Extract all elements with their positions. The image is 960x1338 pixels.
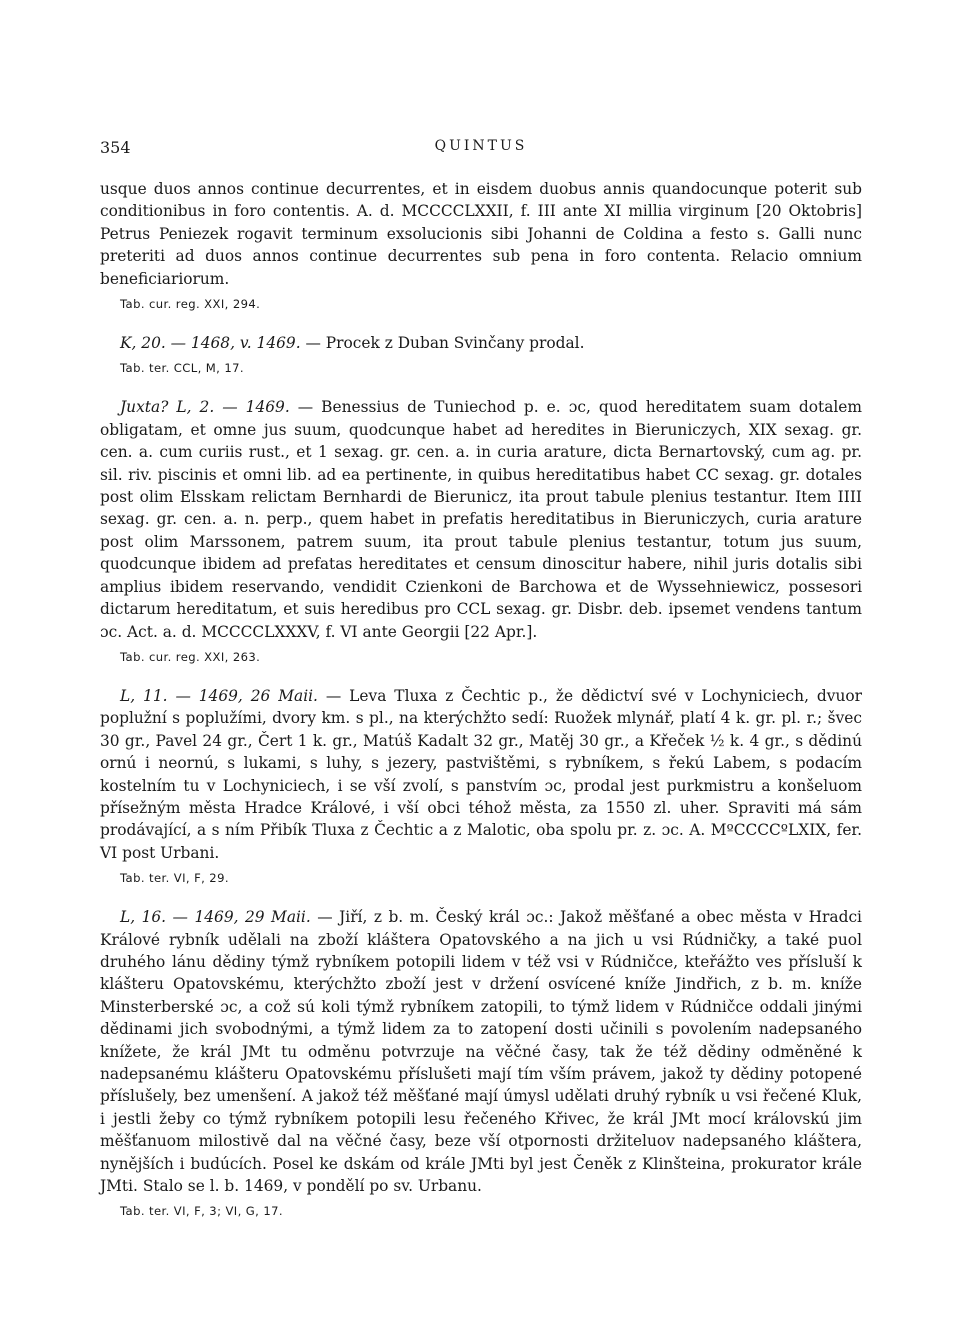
running-title: QUINTUS bbox=[434, 138, 528, 154]
source-reference: Tab. cur. reg. XXI, 263. bbox=[120, 649, 261, 664]
entry-paragraph bbox=[100, 906, 862, 1197]
entry-signature: Juxta? L, 2. — 1469. bbox=[120, 398, 290, 417]
entry-text: — Procek z Duban Svinčany prodal. bbox=[300, 334, 585, 353]
page-content bbox=[100, 178, 862, 1219]
entry-paragraph bbox=[100, 685, 862, 864]
entry-text: — Benessius de Tuniechod p. e. ɔc, quod hereditatem suam dotalem obligatam, et omne jus suum, quodcunque habet ad heredites in Bieruniczych, XIX sexag. gr. cen. a. cum curiis rust., et 1 sexag. gr. cen. a. in curia arature, dicta Bernartovský, cum ag. pr. sil. riv. piscinis et omni lib. ad ea pertinente, in quibus hereditatibus habet CC sexag. gr. dotales post olim Elsskam relictam Bernhardi de Bierunicz, ita prout tabule plenius testantur. Item IIII sexag. gr. cen. a. n. perp., quem habet in prefatis hereditatibus in Bieruniczych, curia arature post olim Marssonem, patrem suum, ita prout tabule plenius testantur, totum jus suum, quodcunque ibidem ad prefatas hereditates et censum dinoscitur habere, nihil juris dotalis sibi amplius ibidem reservando, vendidit Czienkoni de Barchowa et de Wyssehniewicz, possesori dictarum hereditatum, et suis heredibus pro CCL sexag. gr. Disbr. deb. ipsemet vendens tantum ɔc. Act. a. d. MCCCCLXXXV, f. VI ante Georgii [22 Apr.]. bbox=[100, 398, 862, 641]
source-reference: Tab. ter. CCL, M, 17. bbox=[120, 361, 244, 376]
entry-signature: L, 11. — 1469, 26 Maii. bbox=[120, 686, 318, 705]
entry-signature: L, 16. — 1469, 29 Maii. bbox=[120, 908, 311, 927]
page-number: 354 bbox=[100, 138, 131, 157]
entry-text: usque duos annos continue decurrentes, et in eisdem duobus annis quandocunque poterit sub conditionibus in foro contentis. A. d. MCCCCLXXII, f. III ante XI millia virginum [20 Oktobris] Petrus Peniezek rogavit terminum exsolucionis sibi Johanni de Coldina a festo s. Galli nunc preteriti ad duos annos continue decurrentes sub pena in foro contenta. Relacio omnium beneficiariorum. bbox=[100, 180, 862, 288]
source-reference: Tab. ter. VI, F, 3; VI, G, 17. bbox=[120, 1204, 283, 1219]
entry-signature: K, 20. — 1468, v. 1469. bbox=[120, 334, 301, 353]
entry-paragraph bbox=[100, 396, 862, 642]
document-page bbox=[100, 0, 862, 1338]
page-header bbox=[100, 138, 862, 162]
entry-text: — Leva Tluxa z Čechtic p., že dědictví své v Lochyniciech, dvuor poplužní s poplužími, dvory km. s pl., na kterýchžto sedí: Ruožek mlynář, platí 4 k. gr. pl. r.; švec 30 gr., Pavel 24 gr., Čert 1 k. gr., Matúš Kadalt 32 gr., Matěj 30 gr., a Křeček ½ k. 4 gr., s dědinú ornú i neornú, s lukami, s luhy, s jezery, pastvištěmi, s rybníkem, s řekú Labem, s podacím kostelním tu v Lochyniciech, i se vší zvolí, s panstvím ɔc, prodal jest purkmistru a konšeluom přísežným města Hradce Králové, i vší obci téhož města, za 1550 zl. uher. Spraviti má sám prodávající, a s ním Přibík Tluxa z Čechtic a z Malotic, oba spolu pr. z. ɔc. A. MºCCCCºLXIX, fer. VI post Urbani. bbox=[100, 686, 862, 862]
entry-paragraph bbox=[100, 332, 862, 354]
source-reference: Tab. ter. VI, F, 29. bbox=[120, 871, 229, 886]
entry-text: — Jiří, z b. m. Český král ɔc.: Jakož měšťané a obec města v Hradci Králové rybník udělali na zboží kláštera Opatovského a na jich u vsi Rúdničky, a také puol druhého lánu dědiny týmž rybníkem potopili lidem v též vsi v Rúdničce, kteřážto ves přísluší k klášteru Opatovskému, kterýchžto zboží jest v držení osvícené kníže Jindřich, z b. m. kníže Minsterberské ɔc, a což sú koli týmž rybníkem zatopili, to týmž lidem v Rúdničce oddali jinými dědinami jich svobodnými, a týmž lidem za to zatopení dosti učinili s povolením nadepsaného knížete, že král JMt tu odměnu potvrzuje na věčné časy, tak že též dědiny odměněné k nadepsanému klášteru Opatovskému příslušeti mají tím vším právem, jakož ty dědiny potopené příslušely, bez umenšení. A jakož též měšťané mají úmysl udělati druhý rybník u vsi řečené Kluk, i jestli žeby co týmž rybníkem potopili lesu řečeného Křivec, že král JMt mocí královskú jim měšťanuom milostivě dal na věčné časy, beze vší otpornosti držiteluov nadepsaného kláštera, nynějších i budúcích. Posel ke dskám od krále JMti byl jest Čeněk z Klinšteina, prokurator krále JMti. Stalo se l. b. 1469, v pondělí po sv. Urbanu. bbox=[100, 908, 862, 1196]
source-reference: Tab. cur. reg. XXI, 294. bbox=[120, 297, 261, 312]
